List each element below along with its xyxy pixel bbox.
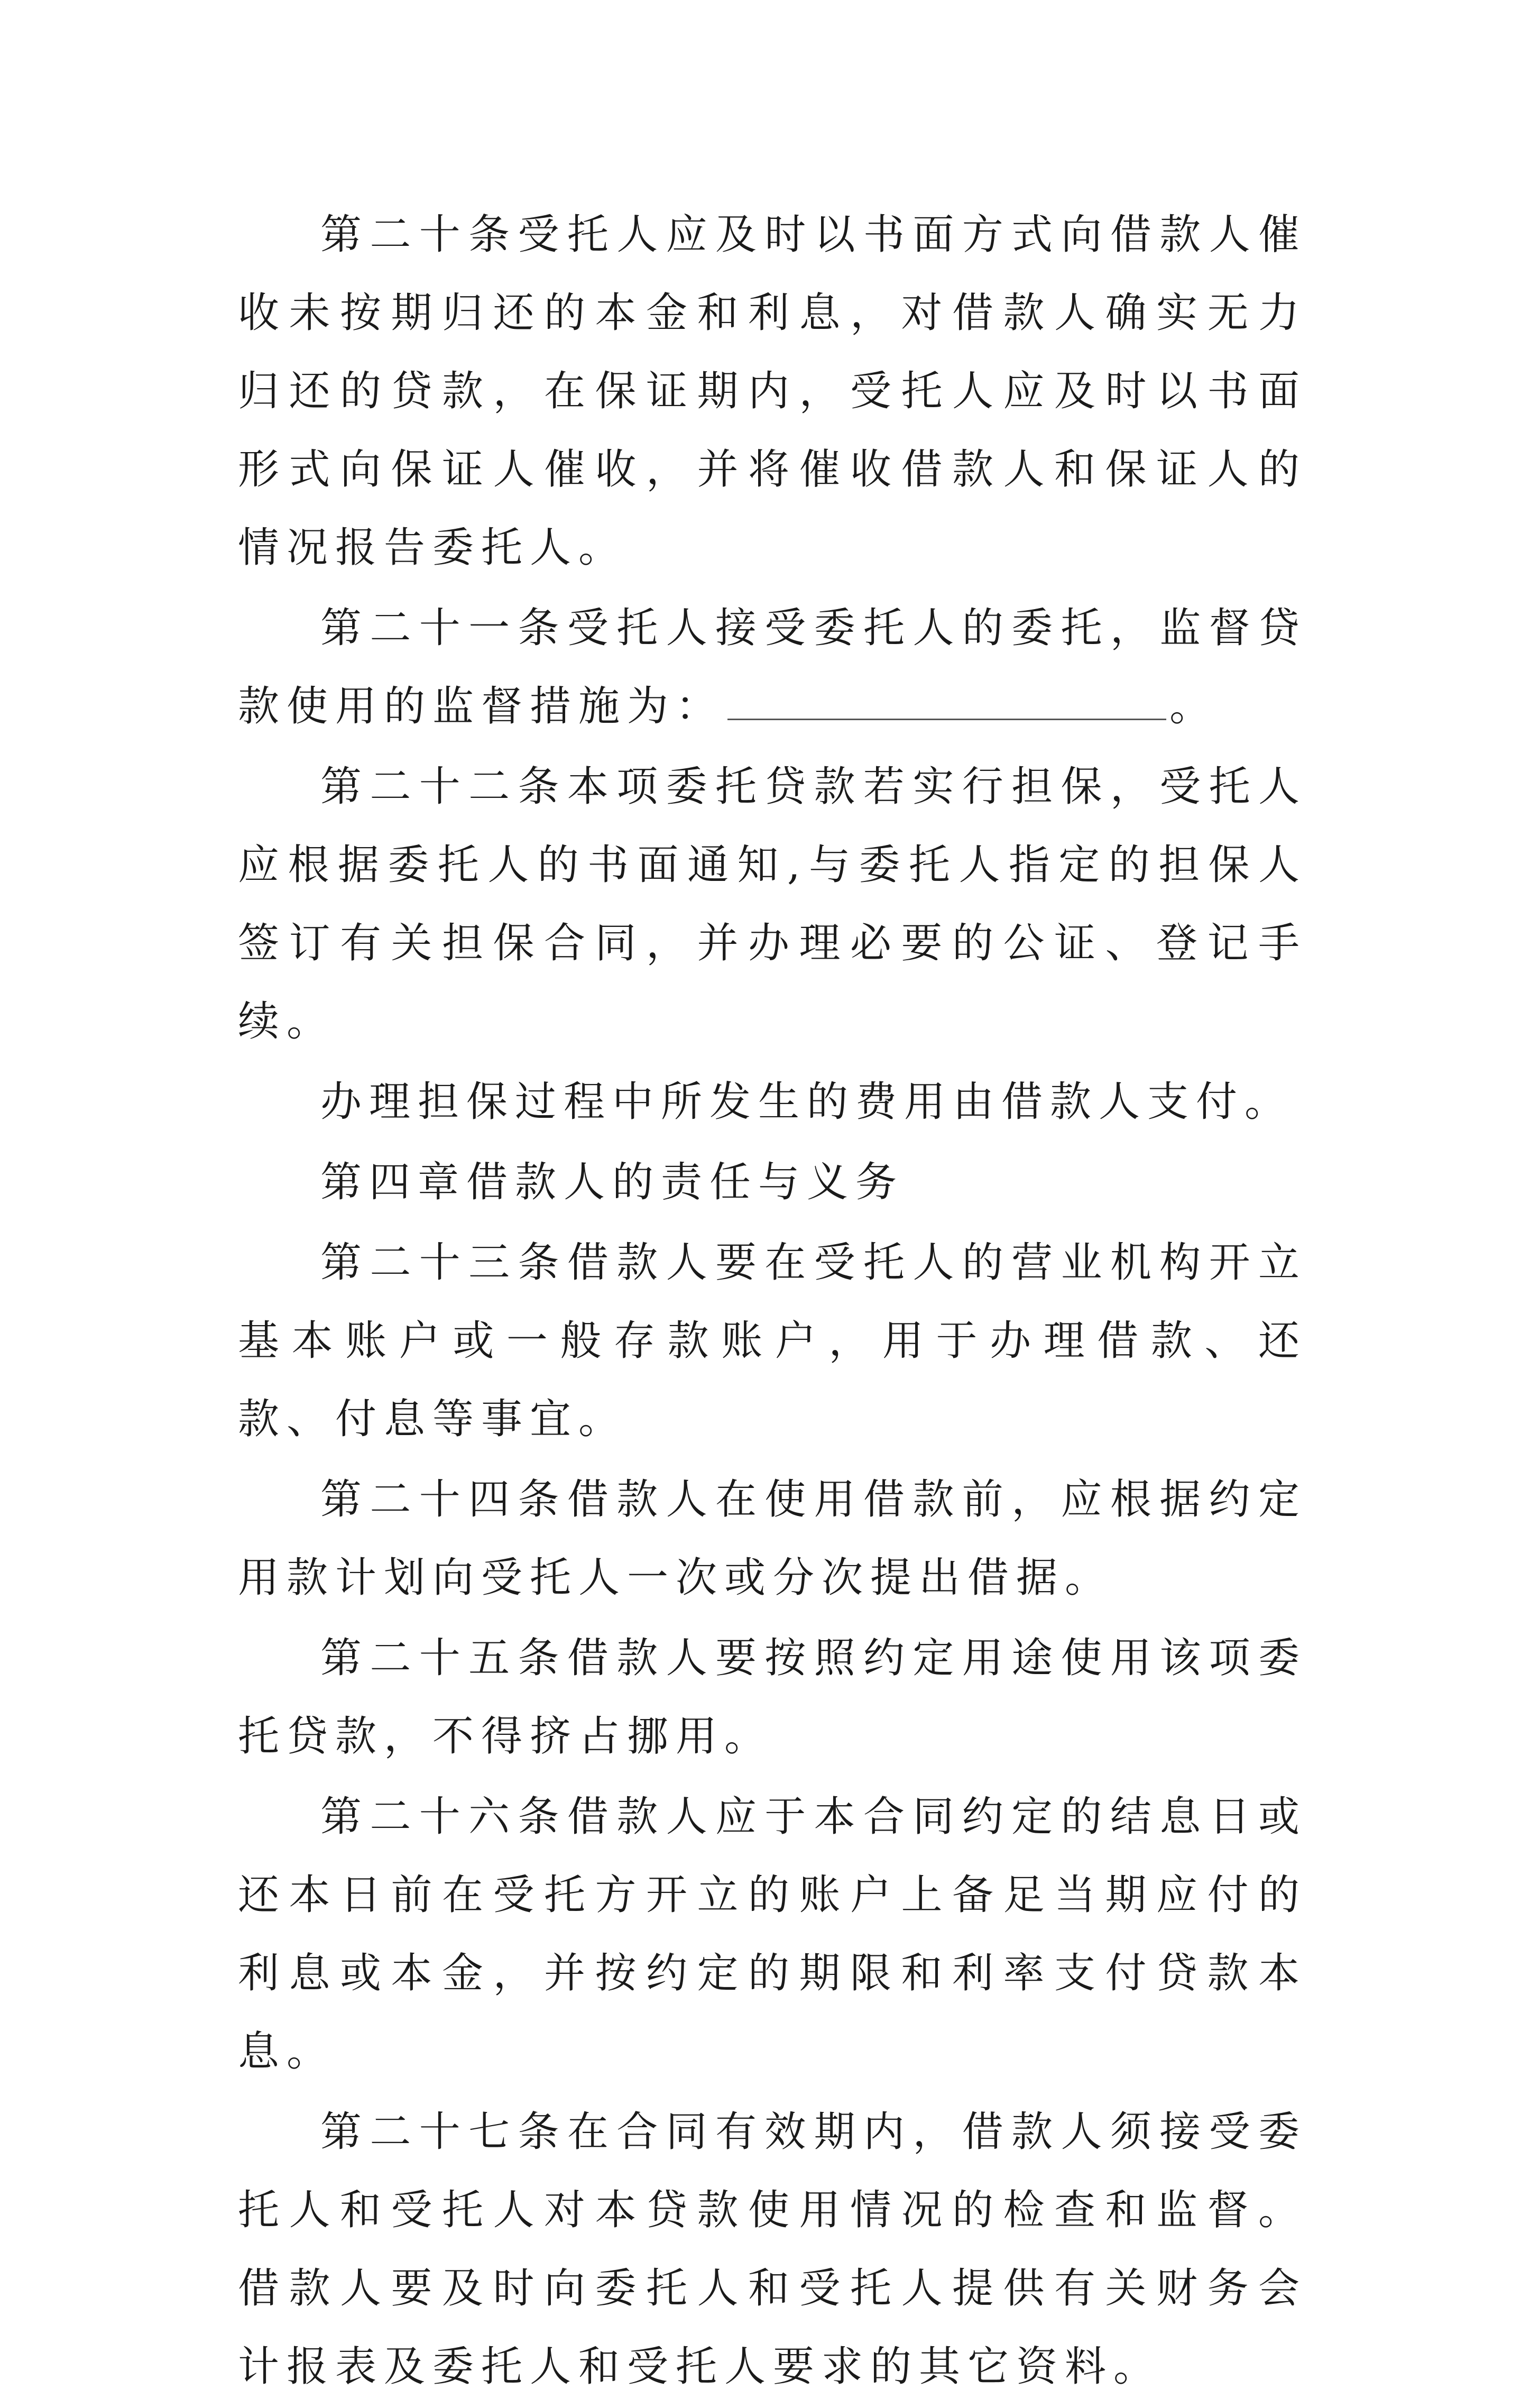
chapter-4-heading: 第四章借款人的责任与义务 xyxy=(320,1159,905,1206)
article-26: 第二十六条借款人应于本合同约定的结息日或还本日前在受托方开立的账户上备足当期应付的利息或本金，并按约定的期限和利率支付贷款本息。 xyxy=(238,1793,1307,2075)
article-21 xyxy=(238,589,1307,746)
document-page xyxy=(238,196,1307,2408)
article-21-text: 第二十一条受托人接受委托人的委托，监督贷款使用的监督措施为： xyxy=(238,604,1307,730)
article-24: 第二十四条借款人在使用借款前，应根据约定用款计划向受托人一次或分次提出借据。 xyxy=(238,1476,1307,1602)
guarantee-fee-clause: 办理担保过程中所发生的费用由借款人支付。 xyxy=(320,1078,1294,1126)
article-20: 第二十条受托人应及时以书面方式向借款人催收未按期归还的本金和利息，对借款人确实无力归还的贷款，在保证期内，受托人应及时以书面形式向保证人催收，并将催收借款人和保证人的情况报告委托人。 xyxy=(238,211,1307,572)
article-21-end: 。 xyxy=(1169,683,1219,730)
article-22: 第二十二条本项委托贷款若实行担保，受托人应根据委托人的书面通知,与委托人指定的担保人签订有关担保合同，并办理必要的公证、登记手续。 xyxy=(238,763,1307,1045)
article-23: 第二十三条借款人要在受托人的营业机构开立基本账户或一般存款账户，用于办理借款、还款、付息等事宜。 xyxy=(238,1239,1307,1443)
article-27: 第二十七条在合同有效期内，借款人须接受委托人和受托人对本贷款使用情况的检查和监督。借款人要及时向委托人和受托人提供有关财务会计报表及委托人和受托人要求的其它资料。 xyxy=(238,2108,1307,2391)
fill-in-blank-line xyxy=(727,671,1166,720)
article-25: 第二十五条借款人要按照约定用途使用该项委托贷款，不得挤占挪用。 xyxy=(238,1634,1307,1760)
